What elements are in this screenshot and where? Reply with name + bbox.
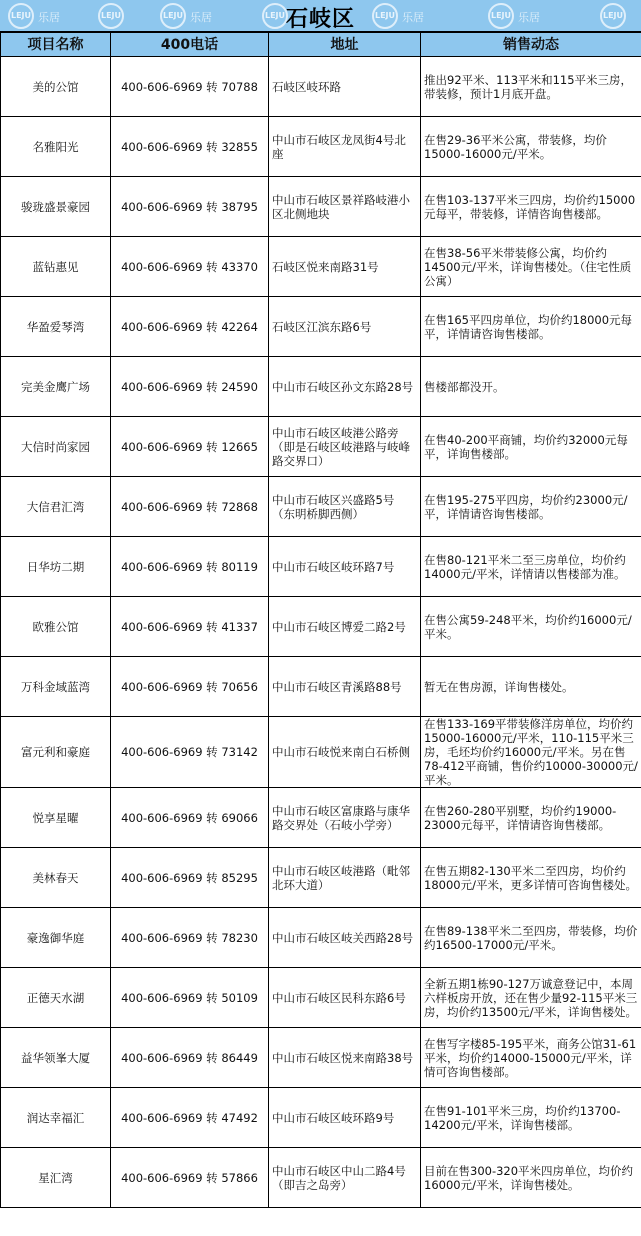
watermark-logo: LEJU bbox=[160, 3, 186, 29]
project-sales: 在售80-121平米二至三房单位，均价约14000元/平米，详情请以售楼部为准。 bbox=[421, 537, 641, 597]
watermark-text: 乐居 bbox=[38, 11, 60, 24]
table-row bbox=[1, 657, 641, 717]
table-row bbox=[1, 297, 641, 357]
project-phone: 400-606-6969 转 85295 bbox=[111, 848, 269, 908]
project-name: 万科金域蓝湾 bbox=[1, 657, 111, 717]
project-phone: 400-606-6969 转 78230 bbox=[111, 908, 269, 968]
watermark-logo: LEJU bbox=[8, 3, 34, 29]
table-row bbox=[1, 177, 641, 237]
project-phone: 400-606-6969 转 73142 bbox=[111, 717, 269, 788]
project-phone: 400-606-6969 转 50109 bbox=[111, 968, 269, 1028]
project-phone: 400-606-6969 转 12665 bbox=[111, 417, 269, 477]
project-sales: 在售公寓59-248平米，均价约16000元/平米。 bbox=[421, 597, 641, 657]
table-row bbox=[1, 1028, 641, 1088]
project-address: 中山市石岐区景祥路岐港小区北侧地块 bbox=[269, 177, 421, 237]
project-name: 华盈爱琴湾 bbox=[1, 297, 111, 357]
project-sales: 在售40-200平商铺，均价约32000元每平，详询售楼部。 bbox=[421, 417, 641, 477]
project-address: 中山市石岐区岐环路9号 bbox=[269, 1088, 421, 1148]
project-name: 大信君汇湾 bbox=[1, 477, 111, 537]
project-name: 正德天水湖 bbox=[1, 968, 111, 1028]
project-sales: 在售38-56平米带装修公寓，均价约14500元/平米，详询售楼处。（住宅性质公寓） bbox=[421, 237, 641, 297]
project-phone: 400-606-6969 转 86449 bbox=[111, 1028, 269, 1088]
project-address: 中山市石岐区岐环路7号 bbox=[269, 537, 421, 597]
project-address: 石岐区悦来南路31号 bbox=[269, 237, 421, 297]
project-name: 骏珑盛景豪园 bbox=[1, 177, 111, 237]
project-address: 中山市石岐区龙凤街4号北座 bbox=[269, 117, 421, 177]
watermark-text: 乐居 bbox=[402, 11, 424, 24]
table-row bbox=[1, 57, 641, 117]
project-address: 石岐区江滨东路6号 bbox=[269, 297, 421, 357]
project-phone: 400-606-6969 转 70656 bbox=[111, 657, 269, 717]
project-name: 益华领峯大厦 bbox=[1, 1028, 111, 1088]
table-header-row bbox=[1, 33, 641, 57]
project-name: 名雅阳光 bbox=[1, 117, 111, 177]
project-name: 润达幸福汇 bbox=[1, 1088, 111, 1148]
project-sales: 在售133-169平带装修洋房单位，均价约15000-16000元/平米，110-115平米三房，毛坯均价约16000元/平米。另在售78-412平商铺，售价约10000-30000元/平米。 bbox=[421, 717, 641, 788]
project-sales: 在售写字楼85-195平米，商务公馆31-61平米，均价约14000-15000元/平米，详情可咨询售楼部。 bbox=[421, 1028, 641, 1088]
project-sales: 推出92平米、113平米和115平米三房，带装修，预计1月底开盘。 bbox=[421, 57, 641, 117]
watermark-text: 乐居 bbox=[190, 11, 212, 24]
project-address: 中山市石岐区悦来南路38号 bbox=[269, 1028, 421, 1088]
project-phone: 400-606-6969 转 32855 bbox=[111, 117, 269, 177]
table-row bbox=[1, 357, 641, 417]
project-phone: 400-606-6969 转 41337 bbox=[111, 597, 269, 657]
project-sales: 在售29-36平米公寓，带装修，均价15000-16000元/平米。 bbox=[421, 117, 641, 177]
project-table bbox=[0, 32, 641, 1208]
table-row bbox=[1, 717, 641, 788]
table-row bbox=[1, 417, 641, 477]
project-sales: 在售89-138平米二至四房，带装修，均价约16500-17000元/平米。 bbox=[421, 908, 641, 968]
project-name: 完美金鹰广场 bbox=[1, 357, 111, 417]
title-bar bbox=[0, 0, 641, 32]
project-sales: 在售91-101平米三房，均价约13700-14200元/平米，详询售楼部。 bbox=[421, 1088, 641, 1148]
project-sales: 在售五期82-130平米二至四房，均价约18000元/平米，更多详情可咨询售楼处。 bbox=[421, 848, 641, 908]
project-address: 中山市石岐悦来南白石桥侧 bbox=[269, 717, 421, 788]
project-sales: 在售165平四房单位，均价约18000元每平，详情请咨询售楼部。 bbox=[421, 297, 641, 357]
table-row bbox=[1, 477, 641, 537]
table-row bbox=[1, 1088, 641, 1148]
project-phone: 400-606-6969 转 72868 bbox=[111, 477, 269, 537]
project-name: 悦享星曜 bbox=[1, 788, 111, 848]
project-phone: 400-606-6969 转 80119 bbox=[111, 537, 269, 597]
project-sales: 目前在售300-320平米四房单位，均价约16000元/平米，详询售楼处。 bbox=[421, 1148, 641, 1208]
project-name: 美的公馆 bbox=[1, 57, 111, 117]
watermark-logo: LEJU bbox=[372, 3, 398, 29]
project-name: 大信时尚家园 bbox=[1, 417, 111, 477]
table-row bbox=[1, 597, 641, 657]
project-name: 日华坊二期 bbox=[1, 537, 111, 597]
project-sales: 售楼部都没开。 bbox=[421, 357, 641, 417]
project-address: 中山市石岐区民科东路6号 bbox=[269, 968, 421, 1028]
table-row bbox=[1, 1148, 641, 1208]
project-phone: 400-606-6969 转 69066 bbox=[111, 788, 269, 848]
table-row bbox=[1, 788, 641, 848]
watermark-logo: LEJU bbox=[488, 3, 514, 29]
header-name: 项目名称 bbox=[1, 33, 111, 57]
page-title: 石岐区 bbox=[285, 7, 355, 32]
project-sales: 在售260-280平别墅，均价约19000-23000元每平，详情请咨询售楼部。 bbox=[421, 788, 641, 848]
project-name: 欧雅公馆 bbox=[1, 597, 111, 657]
project-name: 蓝钻惠见 bbox=[1, 237, 111, 297]
watermark-logo: LEJU bbox=[98, 3, 124, 29]
project-address: 中山市石岐区博爱二路2号 bbox=[269, 597, 421, 657]
watermark-logo: LEJU bbox=[262, 3, 288, 29]
project-phone: 400-606-6969 转 43370 bbox=[111, 237, 269, 297]
watermark-logo: LEJU bbox=[600, 3, 626, 29]
project-phone: 400-606-6969 转 42264 bbox=[111, 297, 269, 357]
project-address: 中山市石岐区岐港路（毗邻北环大道） bbox=[269, 848, 421, 908]
table-row bbox=[1, 537, 641, 597]
project-sales: 全新五期1栋90-127万诚意登记中，本周六样板房开放，还在售少量92-115平米三房，均价约13500元/平米，详询售楼处。 bbox=[421, 968, 641, 1028]
header-phone: 400电话 bbox=[111, 33, 269, 57]
table-row bbox=[1, 237, 641, 297]
table-row bbox=[1, 968, 641, 1028]
project-phone: 400-606-6969 转 38795 bbox=[111, 177, 269, 237]
project-address: 石岐区岐环路 bbox=[269, 57, 421, 117]
project-address: 中山市石岐区岐港公路旁（即是石岐区岐港路与岐峰路交界口） bbox=[269, 417, 421, 477]
project-phone: 400-606-6969 转 57866 bbox=[111, 1148, 269, 1208]
project-address: 中山市石岐区富康路与康华路交界处（石岐小学旁） bbox=[269, 788, 421, 848]
project-address: 中山市石岐区青溪路88号 bbox=[269, 657, 421, 717]
project-phone: 400-606-6969 转 24590 bbox=[111, 357, 269, 417]
header-sales: 销售动态 bbox=[421, 33, 641, 57]
table-row bbox=[1, 848, 641, 908]
table-row bbox=[1, 117, 641, 177]
project-name: 富元利和豪庭 bbox=[1, 717, 111, 788]
project-name: 星汇湾 bbox=[1, 1148, 111, 1208]
project-name: 美林春天 bbox=[1, 848, 111, 908]
project-name: 豪逸御华庭 bbox=[1, 908, 111, 968]
project-address: 中山市石岐区岐关西路28号 bbox=[269, 908, 421, 968]
project-address: 中山市石岐区兴盛路5号（东明桥脚西侧） bbox=[269, 477, 421, 537]
project-address: 中山市石岐区孙文东路28号 bbox=[269, 357, 421, 417]
project-phone: 400-606-6969 转 70788 bbox=[111, 57, 269, 117]
table-body bbox=[1, 57, 641, 1208]
project-sales: 在售195-275平四房，均价约23000元/平，详情请咨询售楼部。 bbox=[421, 477, 641, 537]
project-phone: 400-606-6969 转 47492 bbox=[111, 1088, 269, 1148]
table-row bbox=[1, 908, 641, 968]
project-address: 中山市石岐区中山二路4号（即吉之岛旁） bbox=[269, 1148, 421, 1208]
watermark-text: 乐居 bbox=[518, 11, 540, 24]
header-address: 地址 bbox=[269, 33, 421, 57]
project-sales: 在售103-137平米三四房，均价约15000元每平，带装修，详情咨询售楼部。 bbox=[421, 177, 641, 237]
project-sales: 暂无在售房源，详询售楼处。 bbox=[421, 657, 641, 717]
